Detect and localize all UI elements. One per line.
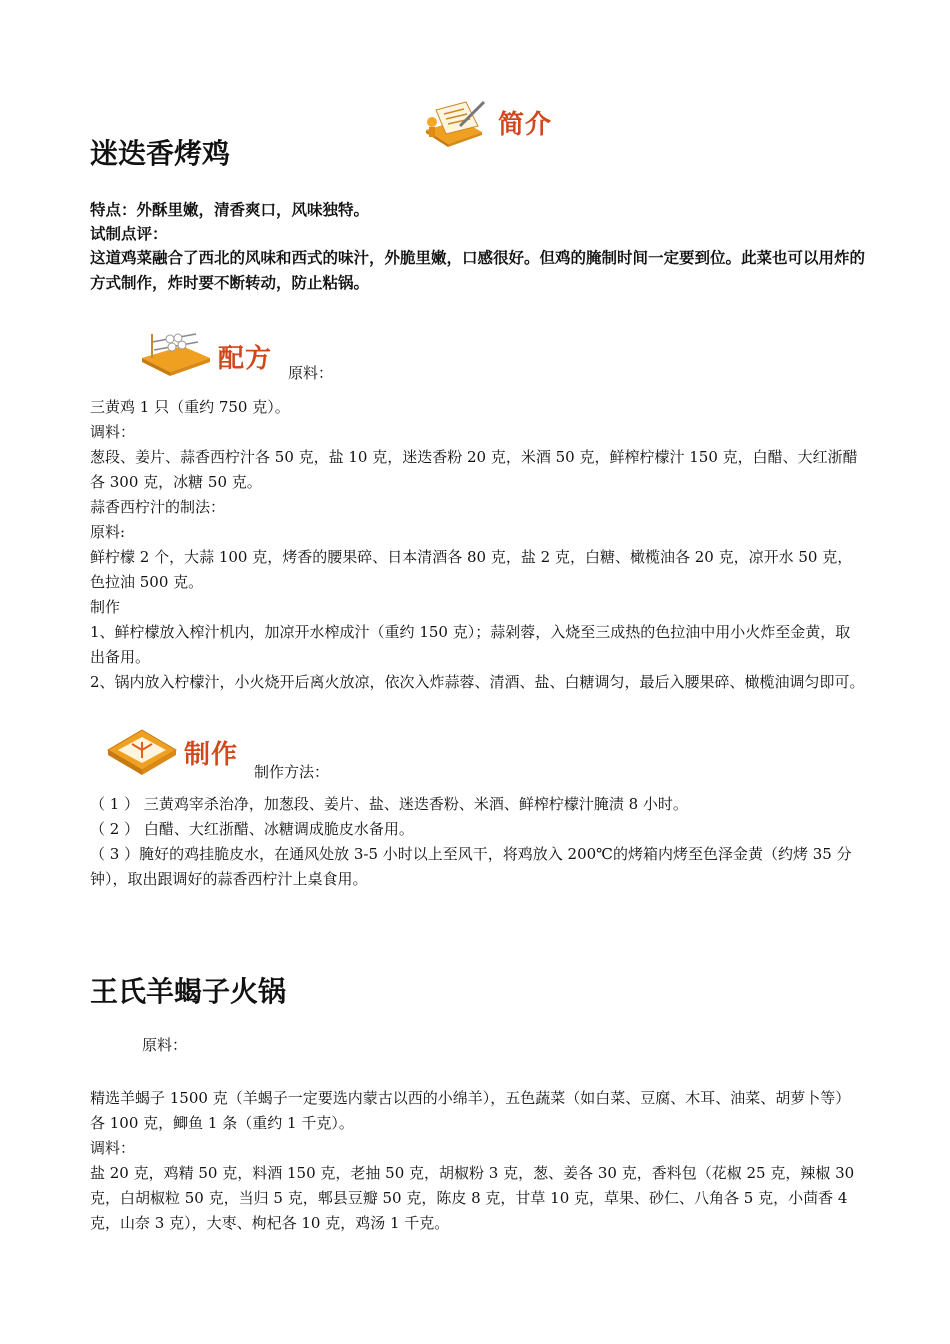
review-text: 这道鸡菜融合了西北的风味和西式的味汁，外脆里嫩，口感很好。但鸡的腌制时间一定要到位。此菜也可以用炸的方式制作，炸时要不断转动，防止粘锅。 (90, 249, 866, 292)
sauce-ingredients-label: 原料: (90, 523, 126, 541)
formula-label: 原料： (288, 364, 334, 382)
review-label: 试制点评： (90, 225, 168, 243)
seasoning-label: 调料： (90, 423, 136, 441)
seasoning-text: 葱段、姜片、蒜香西柠汁各 50 克，盐 10 克，迷迭香粉 20 克，米酒 50 克，鲜榨柠檬汁 150 克，白醋、大红浙醋各 300 克，冰糖 50 克。 (90, 448, 858, 491)
sauce-make-label: 制作 (90, 598, 121, 616)
clipboard-pen-icon (420, 100, 490, 148)
recipe-title-2: 王氏羊蝎子火锅 (90, 975, 287, 1008)
method-step-1: （ 1 ） 三黄鸡宰杀治净，加葱段、姜片、盐、迷迭香粉、米酒、鲜榨柠檬汁腌渍 8 小时。 (90, 795, 688, 813)
diamond-arrows-icon (104, 728, 180, 778)
intro-badge-label: 简介 (498, 110, 553, 140)
features-text: 特点：外酥里嫩，清香爽口，风味独特。 (90, 201, 370, 219)
sauce-step-1: 1、鲜柠檬放入榨汁机内，加凉开水榨成汁（重约 150 克）；蒜剁蓉，入烧至三成热的色拉油中用小火炸至金黄，取出备用。 (90, 623, 851, 666)
recipe2-ingredients-label: 原料： (142, 1036, 188, 1054)
method-step-2: （ 2 ） 白醋、大红浙醋、冰糖调成脆皮水备用。 (90, 820, 414, 838)
formula-badge (138, 326, 288, 382)
recipe2-seasoning-label: 调料： (90, 1139, 136, 1157)
recipe-title: 迷迭香烤鸡 (90, 137, 231, 170)
recipe2-ingredients-text: 精选羊蝎子 1500 克（羊蝎子一定要选内蒙古以西的小绵羊），五色蔬菜（如白菜、豆腐、木耳、油菜、胡萝卜等）各 100 克，鲫鱼 1 条（重约 1 千克）。 (90, 1089, 851, 1132)
formula-badge-label: 配方 (218, 344, 273, 374)
make-badge-label: 制作 (184, 740, 239, 770)
sauce-step-2: 2、锅内放入柠檬汁，小火烧开后离火放凉，依次入炸蒜蓉、清酒、盐、白糖调匀，最后入腰果碎、橄榄油调匀即可。 (90, 673, 865, 691)
make-badge (104, 726, 254, 782)
method-label: 制作方法： (254, 763, 330, 781)
sauce-ingredients-text: 鲜柠檬 2 个，大蒜 100 克，烤香的腰果碎、日本清酒各 80 克，盐 2 克，白糖、橄榄油各 20 克，凉开水 50 克，色拉油 500 克。 (90, 548, 853, 591)
abacus-board-icon (138, 328, 214, 380)
intro-badge (420, 96, 570, 152)
sauce-title: 蒜香西柠汁的制法： (90, 498, 226, 516)
recipe2-seasoning-text: 盐 20 克，鸡精 50 克，料酒 150 克，老抽 50 克，胡椒粉 3 克，葱、姜各 30 克，香料包（花椒 25 克，辣椒 30 克，白胡椒粒 50 克，当归 5 克，郫县豆瓣 50 克，陈皮 8 克，甘草 10 克，草果、砂仁、八角各 5 克，小茴香 4 克，山奈 3 克），大枣、枸杞各 10 克，鸡汤 1 千克。 (90, 1164, 855, 1232)
method-step-3: （ 3 ）腌好的鸡挂脆皮水，在通风处放 3-5 小时以上至风干，将鸡放入 200℃的烤箱内烤至色泽金黄（约烤 35 分钟），取出跟调好的蒜香西柠汁上桌食用。 (90, 845, 852, 888)
main-ingredient: 三黄鸡 1 只（重约 750 克）。 (90, 398, 290, 416)
